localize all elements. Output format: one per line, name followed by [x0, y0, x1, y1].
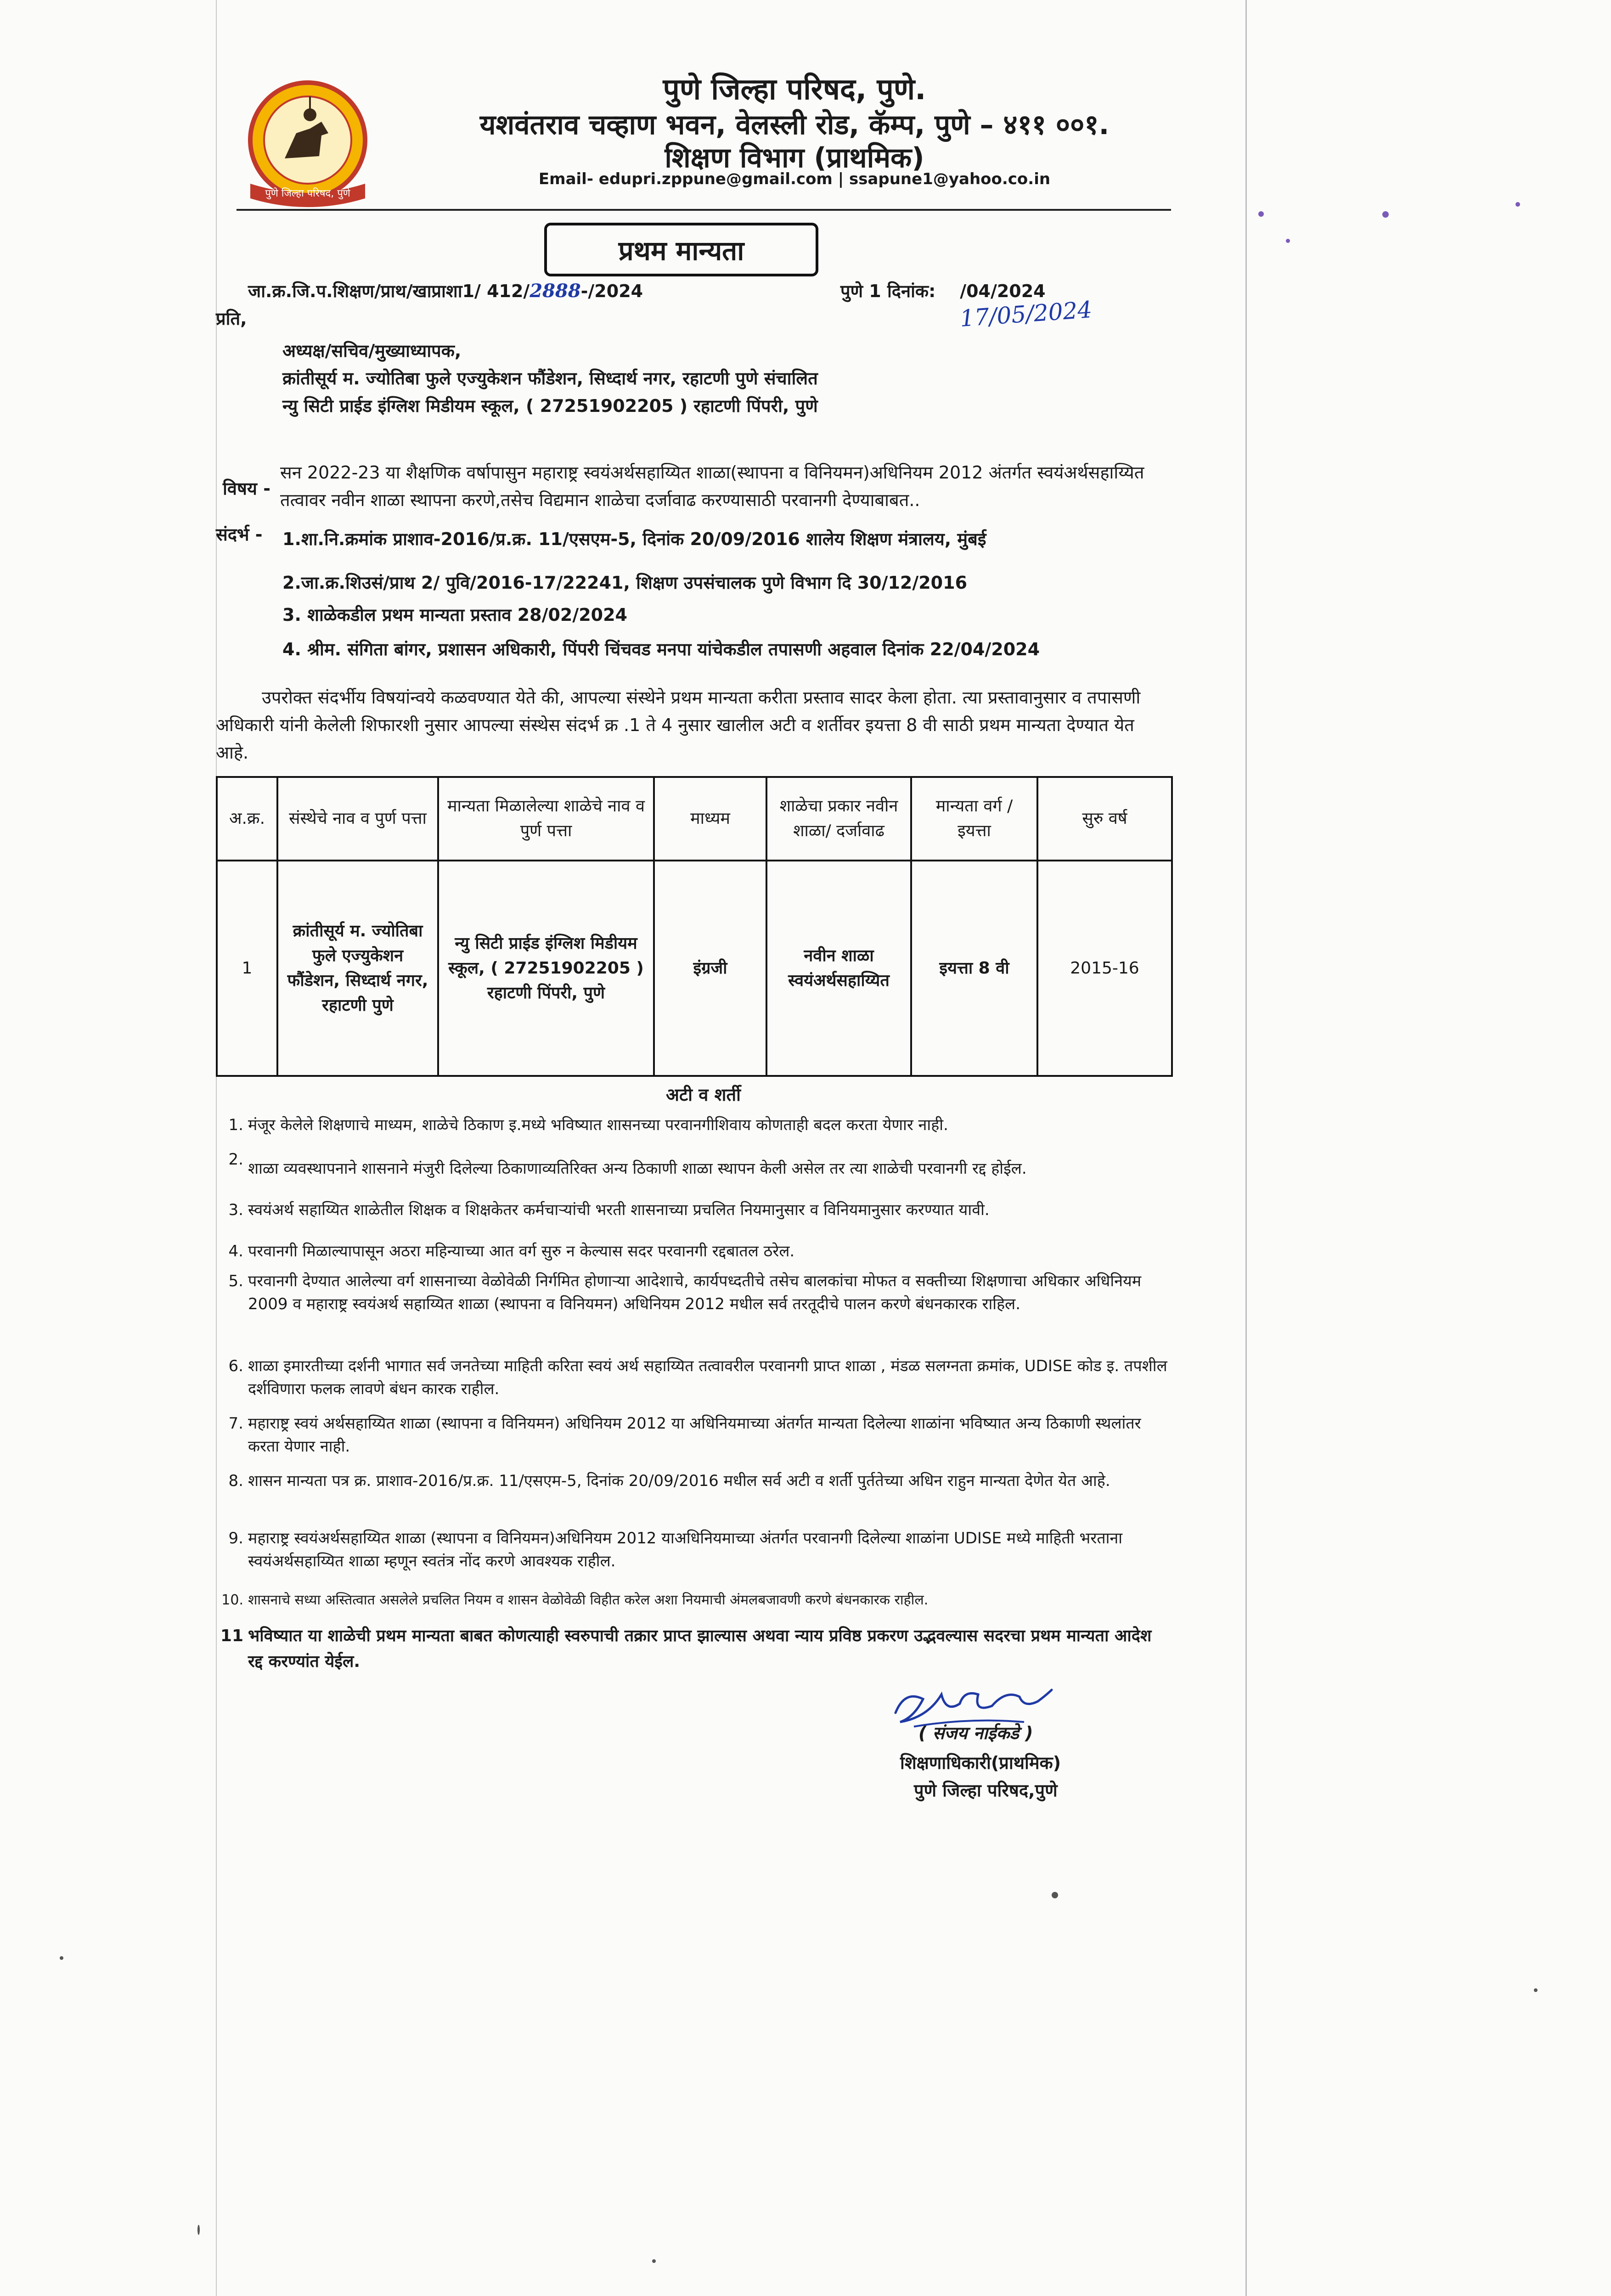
scan-speck — [652, 2259, 656, 2263]
scan-speck — [1382, 211, 1389, 218]
scan-speck — [1515, 202, 1520, 207]
header-type: शाळेचा प्रकार नवीन शाळा/ दर्जावाढ — [766, 777, 911, 861]
references-label: संदर्भ - — [216, 524, 263, 545]
cell-start-year: 2015-16 — [1037, 861, 1172, 1076]
signatory-office: पुणे जिल्हा परिषद,पुणे — [914, 1780, 1058, 1801]
recipient-line-1: अध्यक्ष/सचिव/मुख्याध्यापक, — [282, 341, 462, 361]
condition-item: 5. परवानगी देण्यात आलेल्या वर्ग शासनाच्या वेळोवेळी निर्गमित होणाऱ्या आदेशाचे, कार्यपध्दतीचे तसेच बालकांचा मोफत व सक्तीच्या शिक्षणाचा अधिकार अधिनियम 2009 व महाराष्ट्र स्वयंअर्थ सहाय्यित शाळा (स्थापना व विनियमन) अधिनियम 2012 मधील सर्व तरतूदीचे पालन करणे बंधनकारक राहिल. — [228, 1272, 1142, 1313]
condition-item: 6. शाळा इमारतीच्या दर्शनी भागात सर्व जनतेच्या माहिती करिता स्वयं अर्थ सहाय्यित तत्वावरील परवानगी प्राप्त शाळा , मंडळ सलग्नता क्रमांक, UDISE कोड इ. तपशील दर्शविणारा फलक लावणे बंधन कारक राहील. — [228, 1357, 1167, 1398]
recipient-line-3: न्यु सिटी प्राईड इंग्लिश मिडीयम स्कूल, ( 27251902205 ) रहाटणी पिंपरी, पुणे — [282, 396, 818, 416]
cell-sr: 1 — [217, 861, 277, 1076]
table-row — [217, 861, 1172, 1076]
subject-line-2: तत्वावर नवीन शाळा स्थापना करणे,तसेच विद्यमान शाळेचा दर्जावाढ करण्यासाठी परवानगी देण्याबाबत.. — [280, 490, 920, 510]
scan-speck — [197, 2225, 200, 2235]
header-rule — [237, 209, 1171, 211]
table-header-row — [217, 777, 1172, 861]
header-school: मान्यता मिळालेल्या शाळेचे नाव व पुर्ण पत्ता — [438, 777, 654, 861]
reference-item-1: 1.शा.नि.क्रमांक प्राशाव-2016/प्र.क्र. 11/एसएम-5, दिनांक 20/09/2016 शालेय शिक्षण मंत्रालय, मुंबई — [282, 529, 986, 549]
condition-item: 4. परवानगी मिळाल्यापासून अठरा महिन्याच्या आत वर्ग सुरु न केल्यास सदर परवानगी रद्दबातल ठरेल. — [228, 1242, 795, 1261]
reference-item-4: 4. श्रीम. संगिता बांगर, प्रशासन अधिकारी, पिंपरी चिंचवड मनपा यांचेकडील तपासणी अहवाल दिनांक 22/04/2024 — [282, 639, 1040, 659]
cell-type: नवीन शाळा स्वयंअर्थसहाय्यित — [766, 861, 911, 1076]
condition-item: 8. शासन मान्यता पत्र क्र. प्राशाव-2016/प्र.क्र. 11/एसएम-5, दिनांक 20/09/2016 मधील सर्व अटी व शर्ती पुर्ततेच्या अधिन राहुन मान्यता देणेत येत आहे. — [228, 1472, 1110, 1490]
condition-item: 2. शाळा व्यवस्थापनाने शासनाने मंजुरी दिलेल्या ठिकाणाव्यतिरिक्त अन्य ठिकाणी शाळा स्थापन केली असेल तर त्या शाळेची परवानगी रद्द होईल. — [228, 1150, 1027, 1178]
zp-pune-logo — [241, 78, 374, 211]
header-grade: मान्यता वर्ग / इयत्ता — [911, 777, 1037, 861]
cell-school: न्यु सिटी प्राईड इंग्लिश मिडीयम स्कूल, ( 27251902205 ) रहाटणी पिंपरी, पुणे — [438, 861, 654, 1076]
reference-number: जा.क्र.जि.प.शिक्षण/प्राथ/खाप्राशा1/ 412/2888-/2024 — [248, 280, 643, 302]
cell-grade: इयत्ता 8 वी — [911, 861, 1037, 1076]
condition-item: 7. महाराष्ट्र स्वयं अर्थसहाय्यित शाळा (स्थापना व विनियमन) अधिनियम 2012 या अधिनियमाच्या अंतर्गत मान्यता दिलेल्या शाळांना भविष्यात अन्य ठिकाणी स्थलांतर करता येणार नाही. — [228, 1414, 1141, 1456]
letterhead-address: यशवंतराव चव्हाण भवन, वेलस्ली रोड, कॅम्प, पुणे – ४११ ००१. — [479, 109, 1110, 141]
header-institution: संस्थेचे नाव व पुर्ण पत्ता — [277, 777, 438, 861]
condition-item: 9. महाराष्ट्र स्वयंअर्थसहाय्यित शाळा (स्थापना व विनियमन)अधिनियम 2012 याअधिनियमाच्या अंतर्गत परवानगी दिलेल्या शाळांना UDISE मध्ये माहिती भरताना स्वयंअर्थसहाय्यित शाळा म्हणून स्वतंत्र नोंद करणे आवश्यक राहील. — [228, 1529, 1123, 1570]
condition-item: 3. स्वयंअर्थ सहाय्यित शाळेतील शिक्षक व शिक्षकेतर कर्मचाऱ्यांची भरती शासनाच्या प्रचलित नियमानुसार व विनियमानुसार करण्यात यावी. — [228, 1201, 990, 1219]
reference-item-2: 2.जा.क्र.शिउसं/प्राथ 2/ पुवि/2016-17/22241, शिक्षण उपसंचालक पुणे विभाग दि 30/12/2016 — [282, 573, 968, 593]
body-line-3: आहे. — [216, 743, 249, 763]
recipient-prefix: प्रति, — [216, 309, 247, 329]
letterhead-title: पुणे जिल्हा परिषद, पुणे. — [663, 73, 926, 107]
signatory-name: ( संजय नाईकडे ) — [918, 1723, 1033, 1743]
subject-line-1: सन 2022-23 या शैक्षणिक वर्षापासुन महाराष्ट्र स्वयंअर्थसहाय्यित शाळा(स्थापना व विनियमन)अधिनियम 2012 अंतर्गत स्वयंअर्थसहाय्यित — [280, 462, 1144, 483]
header-start-year: सुरु वर्ष — [1037, 777, 1172, 861]
recipient-line-2: क्रांतीसूर्य म. ज्योतिबा फुले एज्युकेशन फौंडेशन, सिध्दार्थ नगर, रहाटणी पुणे संचालित — [282, 368, 818, 388]
scan-speck — [1286, 239, 1290, 243]
letterhead-department: शिक्षण विभाग (प्राथमिक) — [665, 142, 924, 174]
reference-item-3: 3. शाळेकडील प्रथम मान्यता प्रस्ताव 28/02/2024 — [282, 605, 627, 625]
scan-speck — [1052, 1892, 1058, 1898]
scan-speck — [60, 1956, 63, 1960]
scan-speck — [1534, 1988, 1538, 1992]
conditions-heading: अटी व शर्ती — [666, 1085, 741, 1105]
document-title: प्रथम मान्यता — [544, 223, 818, 276]
subject-label: विषय - — [223, 478, 270, 499]
svg-text:पुणे जिल्हा परिषद, पुणे: पुणे जिल्हा परिषद, पुणे — [265, 188, 350, 199]
approval-table — [216, 776, 1173, 1077]
header-sr: अ.क्र. — [217, 777, 277, 861]
condition-item: 1. मंजूर केलेले शिक्षणाचे माध्यम, शाळेचे ठिकाण इ.मध्ये भविष्यात शासनच्या परवानगीशिवाय कोणताही बदल करता येणार नाही. — [228, 1116, 948, 1134]
body-line-2: अधिकारी यांनी केलेली शिफारशी नुसार आपल्या संस्थेस संदर्भ क्र .1 ते 4 नुसार खालील अटी व शर्तीवर इयत्ता 8 वी साठी प्रथम मान्यता देण्यात येत — [216, 715, 1134, 735]
handwritten-number: 2888 — [529, 280, 581, 302]
cell-institution: क्रांतीसूर्य म. ज्योतिबा फुले एज्युकेशन फौंडेशन, सिध्दार्थ नगर, रहाटणी पुणे — [277, 861, 438, 1076]
reference-date: पुणे 1 दिनांक: /04/2024 — [840, 281, 1046, 301]
scan-speck — [1258, 211, 1264, 217]
letterhead-email: Email- edupri.zppune@gmail.com | ssapune1@yahoo.co.in — [538, 170, 1051, 188]
cell-medium: इंग्रजी — [654, 861, 766, 1076]
header-medium: माध्यम — [654, 777, 766, 861]
condition-item: 11 भविष्यात या शाळेची प्रथम मान्यता बाबत कोणत्याही स्वरुपाची तक्रार प्राप्त झाल्यास अथवा न्याय प्रविष्ठ प्रकरण उद्भवल्यास सदरचा प्रथम मान्यता आदेश रद्द करण्यांत येईल. — [220, 1626, 1152, 1671]
body-line-1: उपरोक्त संदर्भीय विषयांन्वये कळवण्यात येते की, आपल्या संस्थेने प्रथम मान्यता करीता प्रस्ताव सादर केला होता. त्या प्रस्तावानुसार व तपासणी — [262, 687, 1141, 708]
signatory-designation: शिक्षणाधिकारी(प्राथमिक) — [900, 1753, 1061, 1773]
handwritten-date: 17/05/2024 — [959, 296, 1093, 332]
condition-item: 10. शासनाचे सध्या अस्तित्वात असलेले प्रचलित नियम व शासन वेळोवेळी विहीत करेल अशा नियमाची अंमलबजावणी करणे बंधनकारक राहील. — [221, 1592, 929, 1608]
